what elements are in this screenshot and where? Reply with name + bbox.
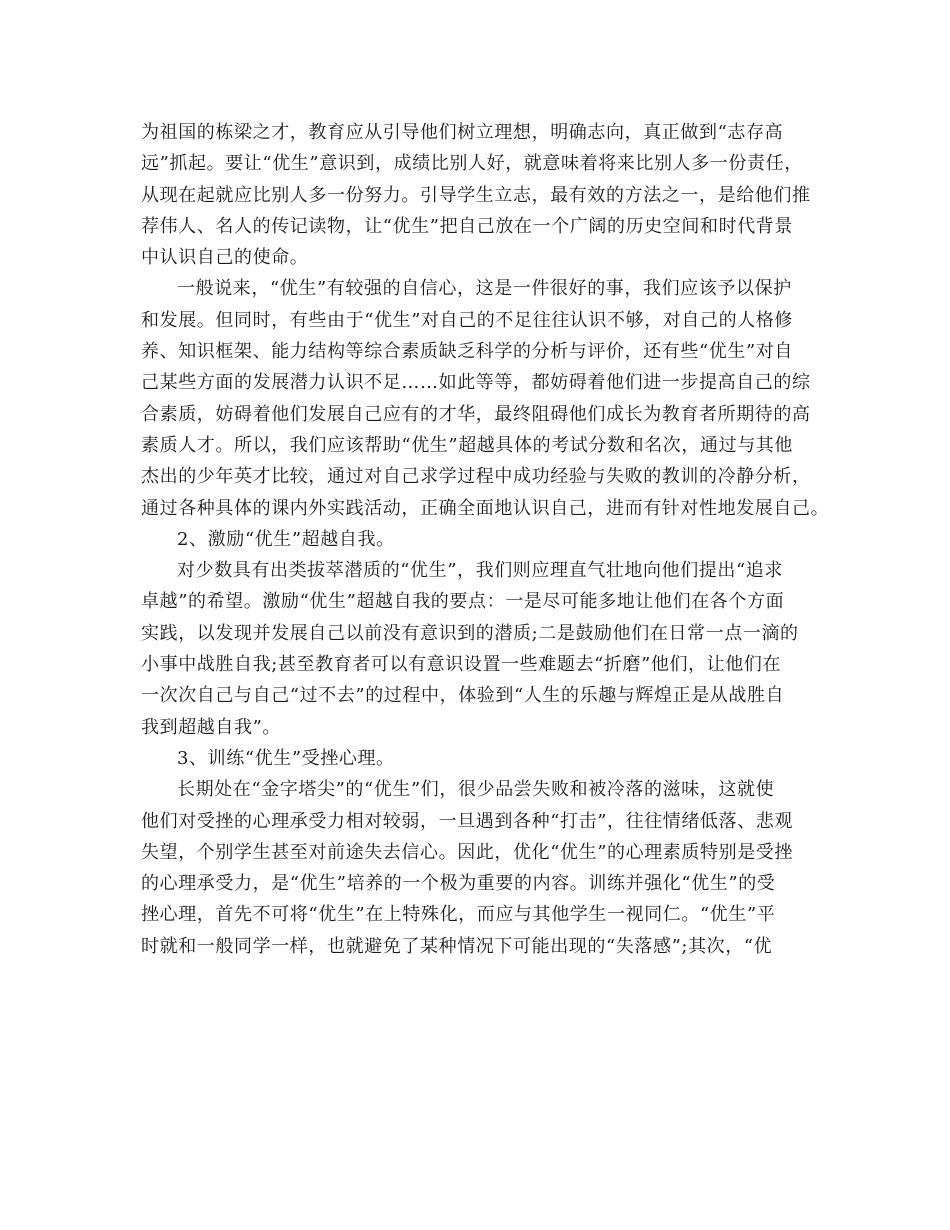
text-line: 和发展。但同时，有些由于“优生”对自己的不足往往认识不够，对自己的人格修: [141, 309, 794, 331]
text-line: 卓越”的希望。激励“优生”超越自我的要点：一是尽可能多地让他们在各个方面: [141, 591, 785, 613]
paragraph-first-line: 对少数具有出类拔萃潜质的“优生”，我们则应理直气壮地向他们提出“追求: [177, 560, 784, 582]
text-line: 实践，以发现并发展自己以前没有意识到的潜质;二是鼓励他们在日常一点一滴的: [141, 622, 799, 644]
text-line: 远”抓起。要让“优生”意识到，成绩比别人好，就意味着将来比别人多一份责任，: [141, 153, 803, 175]
text-line: 素质人才。所以，我们应该帮助“优生”超越具体的考试分数和名次，通过与其他: [141, 434, 794, 456]
paragraph-first-line: 一般说来，“优生”有较强的自信心，这是一件很好的事，我们应该予以保护: [177, 278, 792, 300]
text-line: 挫心理，首先不可将“优生”在上特殊化，而应与其他学生一视同仁。“优生”平: [141, 904, 776, 926]
text-line: 从现在起就应比别人多一份努力。引导学生立志，最有效的方法之一，是给他们推: [141, 184, 811, 206]
section-heading: 3、训练“优生”受挫心理。: [177, 747, 395, 769]
text-line: 小事中战胜自我;甚至教育者可以有意识设置一些难题去“折磨”他们，让他们在: [141, 654, 782, 676]
text-line: 荐伟人、名人的传记读物，让“优生”把自己放在一个广阔的历史空间和时代背景: [141, 215, 794, 237]
text-line: 我到超越自我”。: [141, 716, 282, 738]
text-line: 失望，个别学生甚至对前途失去信心。因此，优化“优生”的心理素质特别是受挫: [141, 841, 794, 863]
text-line: 他们对受挫的心理承受力相对较弱，一旦遇到各种“打击”，往往情绪低落、悲观: [141, 810, 794, 832]
text-line: 中认识自己的使命。: [141, 247, 309, 269]
text-line: 合素质，妨碍着他们发展自己应有的才华，最终阻碍他们成长为教育者所期待的高: [141, 403, 811, 425]
body-text: [141, 117, 841, 962]
paragraph-first-line: 长期处在“金字塔尖”的“优生”们，很少品尝失败和被冷落的滋味，这就使: [177, 779, 775, 801]
text-line: 己某些方面的发展潜力认识不足……如此等等，都妨碍着他们进一步提高自己的综: [141, 372, 811, 394]
text-line: 杰出的少年英才比较，通过对自己求学过程中成功经验与失败的教训的冷静分析，: [141, 466, 811, 488]
text-line: 为祖国的栋梁之才，教育应从引导他们树立理想，明确志向，真正做到“志存高: [141, 122, 784, 143]
text-line: 时就和一般同学一样，也就避免了某种情况下可能出现的“失落感”;其次，“优: [141, 935, 773, 957]
text-line: 一次次自己与自己“过不去”的过程中，体验到“人生的乐趣与辉煌正是从战胜自: [141, 685, 785, 707]
text-line: 的心理承受力，是“优生”培养的一个极为重要的内容。训练并强化“优生”的受: [141, 873, 776, 895]
text-line: 养、知识框架、能力结构等综合素质缺乏科学的分析与评价，还有些“优生”对自: [141, 341, 794, 363]
text-line: 通过各种具体的课内外实践活动，正确全面地认识自己，进而有针对性地发展自己。: [141, 497, 830, 519]
section-heading: 2、激励“优生”超越自我。: [177, 528, 395, 550]
